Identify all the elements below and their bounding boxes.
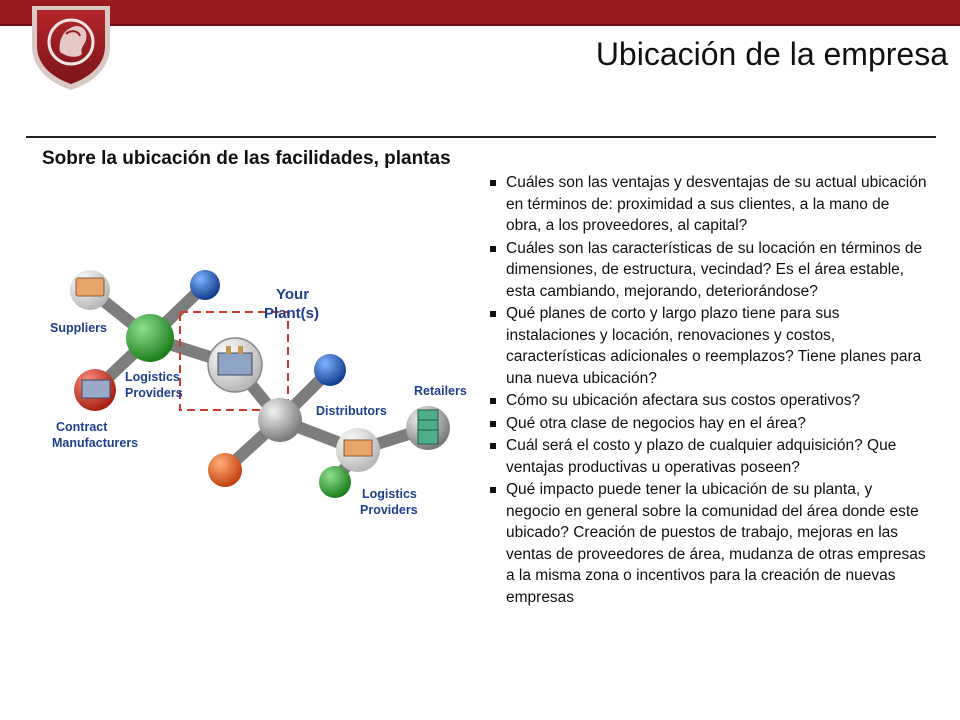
label-logistics-providers-2a: Logistics bbox=[362, 487, 417, 501]
building-icon bbox=[418, 410, 438, 444]
label-logistics-providers-1a: Logistics bbox=[125, 370, 180, 384]
list-item: Cuál será el costo y plazo de cualquier adquisición? Que ventajas productivas u operativas poseen? bbox=[488, 435, 928, 478]
label-distributors: Distributors bbox=[316, 404, 387, 418]
header-bar bbox=[0, 0, 960, 26]
distributor-blue-node bbox=[314, 354, 346, 386]
hub-green-node bbox=[126, 314, 174, 362]
shield-logo-icon bbox=[28, 0, 114, 92]
list-item: Cuáles son las ventajas y desventajas de su actual ubicación en términos de: proximidad a sus clientes, a la mano de obra, a los proveedores, al capital? bbox=[488, 172, 928, 237]
label-logistics-providers-1b: Providers bbox=[125, 386, 183, 400]
list-item: Cuáles son las características de su locación en términos de dimensiones, de estructura, vecindad? Es el área estable, esta cambiando, mejorando, deteriorándose? bbox=[488, 238, 928, 303]
bullet-list bbox=[488, 172, 928, 609]
label-contract: Contract bbox=[56, 420, 108, 434]
list-item: Cómo su ubicación afectara sus costos operativos? bbox=[488, 390, 928, 412]
label-manufacturers: Manufacturers bbox=[52, 436, 139, 450]
supply-chain-diagram bbox=[40, 260, 480, 540]
list-item: Qué impacto puede tener la ubicación de su planta, y negocio en general sobre la comunidad del área donde este ubicado? Creación de puestos de trabajo, mejoras en las ventas de proveedores de área, mudanza de otras empresas a la misma zona o incentivos para la creación de nuevas empresas bbox=[488, 479, 928, 608]
supplier-blue-node bbox=[190, 270, 220, 300]
label-your: Your bbox=[276, 286, 310, 303]
plant-icon bbox=[218, 353, 252, 375]
truck-icon bbox=[344, 440, 372, 456]
distributor-hub-node bbox=[258, 398, 302, 442]
list-item: Qué planes de corto y largo plazo tiene para sus instalaciones y locación, renovaciones y costos, características adicionales o reemplazos? Tiene planes para una nueva ubicación? bbox=[488, 303, 928, 389]
label-plants: Plant(s) bbox=[264, 305, 320, 322]
logistics-green-node bbox=[319, 466, 351, 498]
label-retailers: Retailers bbox=[414, 384, 467, 398]
factory-icon bbox=[82, 380, 110, 398]
divider bbox=[26, 136, 936, 138]
supplier-warehouse-icon bbox=[76, 278, 104, 296]
section-subtitle: Sobre la ubicación de las facilidades, plantas bbox=[42, 148, 451, 169]
list-item: Qué otra clase de negocios hay en el área? bbox=[488, 413, 928, 435]
page-title: Ubicación de la empresa bbox=[595, 36, 948, 72]
label-suppliers: Suppliers bbox=[50, 321, 107, 335]
orange-node bbox=[208, 453, 242, 487]
label-logistics-providers-2b: Providers bbox=[360, 503, 418, 517]
